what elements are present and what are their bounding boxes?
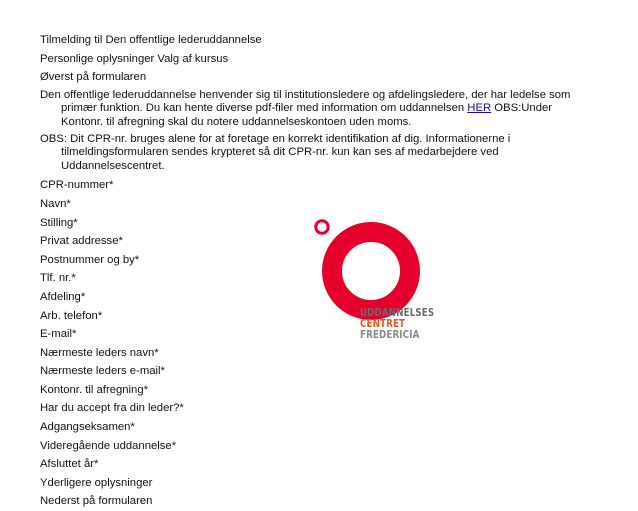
- field-work-phone: Arb. telefon*: [40, 309, 103, 322]
- field-cpr: CPR-nummer*: [40, 179, 114, 192]
- field-manager-email: Nærmeste leders e-mail*: [40, 365, 165, 378]
- field-phone: Tlf. nr.*: [40, 272, 76, 285]
- field-higher-education: Videregående uddannelse*: [40, 439, 177, 452]
- field-address: Privat addresse*: [40, 235, 123, 248]
- cpr-note: OBS: Dit CPR-nr. bruges alene for at foretage en korrekt identifikation af dig. Informationerne i tilmeldingsformularen sendes krypteret så dit CPR-nr. kun kan ses af medarbejdere ved Uddannelsescentret.: [40, 132, 511, 172]
- logo-small-ring: [316, 221, 328, 233]
- field-manager-accept: Har du accept fra din leder?*: [40, 402, 184, 415]
- logo-large-ring: [332, 232, 410, 310]
- field-email: E-mail*: [40, 328, 77, 341]
- bottom-of-form-link[interactable]: Nederst på formularen: [40, 495, 153, 508]
- intro-text: Den offentlige lederuddannelse henvender sig til institutionsledere og afdelingsledere, der har ledelse som primær funktion. Du kan hente diverse pdf-filer med information om uddannelsen: [40, 88, 571, 115]
- field-manager-name: Nærmeste leders navn*: [40, 346, 159, 359]
- field-account: Kontonr. til afregning*: [40, 383, 149, 396]
- top-of-form-link[interactable]: Øverst på formularen: [40, 71, 147, 84]
- logo-line-1: UDDANNELSES: [360, 308, 435, 319]
- form-title: Tilmelding til Den offentlige lederuddannelse: [40, 34, 262, 46]
- logo-line-3: FREDERICIA: [360, 330, 420, 342]
- intro-after-text: OBS:Under Kontonr. til afregning skal du notere uddannelseskontoen uden moms.: [61, 102, 553, 128]
- field-position: Stilling*: [40, 216, 78, 229]
- field-additional-info: Yderligere oplysninger: [40, 476, 153, 489]
- field-completed-year: Afsluttet år*: [40, 458, 99, 471]
- logo-wordmark: [360, 308, 434, 342]
- field-postcode: Postnummer og by*: [40, 253, 140, 266]
- field-department: Afdeling*: [40, 290, 86, 303]
- logo-line-2: CENTRET: [360, 319, 406, 331]
- pdf-link[interactable]: HER: [467, 102, 492, 115]
- field-name: Navn*: [40, 197, 71, 210]
- field-entry-exam: Adgangseksamen*: [40, 421, 135, 434]
- intro-paragraph: [40, 89, 588, 130]
- section-links[interactable]: Personlige oplysninger Valg af kursus: [40, 52, 229, 65]
